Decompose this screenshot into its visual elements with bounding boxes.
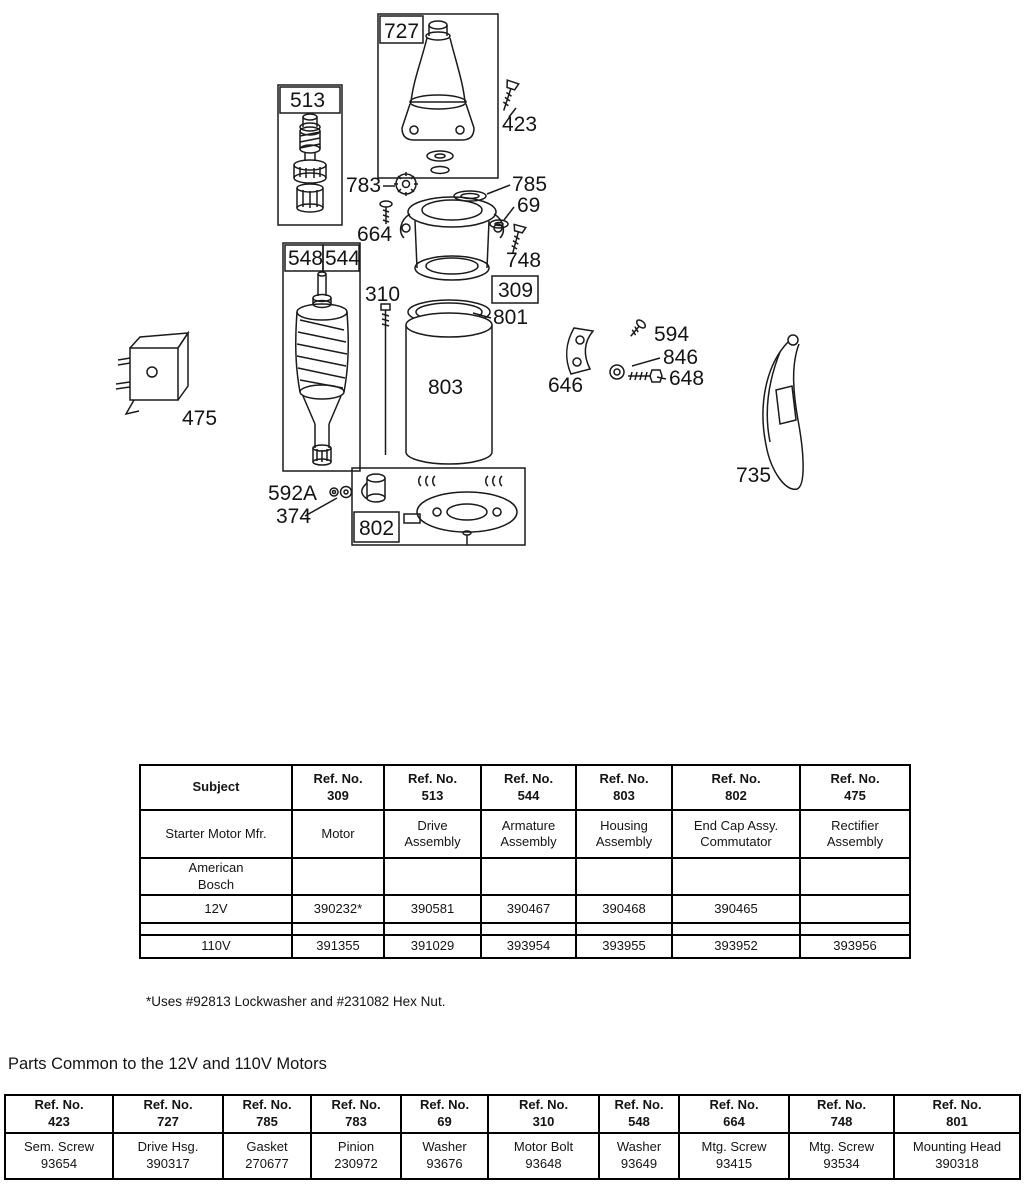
table-cell: Housing Assembly: [576, 810, 672, 858]
table-cell: [292, 858, 384, 895]
col-header-309: Ref. No. 309: [292, 765, 384, 810]
row-label: 12V: [140, 895, 292, 923]
table-cell: Motor: [292, 810, 384, 858]
col-header-801: Ref. No. 801: [894, 1095, 1020, 1133]
diagram-labels: [182, 20, 771, 540]
part-label-748: 748: [506, 249, 542, 272]
leader-785: [487, 185, 510, 194]
screw-664: [380, 201, 392, 224]
col-header-475: Ref. No. 475: [800, 765, 910, 810]
table-cell: [384, 858, 481, 895]
part-label-646: 646: [548, 374, 584, 397]
table-cell: 393954: [481, 935, 576, 958]
rectifier-assembly-475: [116, 333, 188, 414]
col-header-subject: Subject: [140, 765, 292, 810]
diagram-linework: [116, 14, 803, 545]
part-label-735: 735: [736, 464, 772, 487]
armature-group: [283, 243, 360, 471]
leader-69: [504, 207, 514, 220]
table-cell: 391029: [384, 935, 481, 958]
col-header-544: Ref. No. 544: [481, 765, 576, 810]
table-cell: 391355: [292, 935, 384, 958]
table-cell: Drive Hsg. 390317: [113, 1133, 223, 1179]
table-cell: [672, 858, 800, 895]
table-cell: [384, 923, 481, 935]
table-cell: [481, 923, 576, 935]
footnote: *Uses #92813 Lockwasher and #231082 Hex Nut.: [146, 994, 446, 1009]
table-cell: 390465: [672, 895, 800, 923]
part-label-846: 846: [663, 346, 699, 369]
part-label-69: 69: [517, 194, 541, 217]
table-cell: [481, 858, 576, 895]
section-title: Parts Common to the 12V and 110V Motors: [8, 1055, 327, 1073]
part-label-475: 475: [182, 407, 218, 430]
table-cell: Mounting Head 390318: [894, 1133, 1020, 1179]
table-cell: Pinion 230972: [311, 1133, 401, 1179]
table-cell: Drive Assembly: [384, 810, 481, 858]
table-row: [140, 810, 910, 858]
bracket-646: [567, 328, 593, 374]
part-label-803: 803: [428, 376, 464, 399]
table-cell: Armature Assembly: [481, 810, 576, 858]
part-label-374: 374: [276, 505, 312, 528]
starter-motor-table: [139, 764, 911, 959]
table-cell: 393952: [672, 935, 800, 958]
col-header-727: Ref. No. 727: [113, 1095, 223, 1133]
part-label-423: 423: [502, 113, 538, 136]
col-header-803: Ref. No. 803: [576, 765, 672, 810]
part-label-513: 513: [290, 89, 326, 112]
table-header-row: [5, 1095, 1020, 1133]
col-header-69: Ref. No. 69: [401, 1095, 488, 1133]
table-cell: 390581: [384, 895, 481, 923]
table-cell: 393956: [800, 935, 910, 958]
table-cell: [800, 923, 910, 935]
part-label-785: 785: [512, 173, 548, 196]
col-header-785: Ref. No. 785: [223, 1095, 311, 1133]
part-label-309: 309: [498, 279, 534, 302]
leader-648: [657, 377, 666, 379]
table-cell: [576, 923, 672, 935]
row-label: American Bosch: [140, 858, 292, 895]
table-cell: Mtg. Screw 93534: [789, 1133, 894, 1179]
col-header-310: Ref. No. 310: [488, 1095, 599, 1133]
table-cell: Gasket 270677: [223, 1133, 311, 1179]
part-label-548: 548: [288, 247, 324, 270]
row-label: Starter Motor Mfr.: [140, 810, 292, 858]
row-label: 110V: [140, 935, 292, 958]
screw-594: [627, 318, 647, 339]
table-cell: 390232*: [292, 895, 384, 923]
table-row: [140, 858, 910, 895]
table-cell: Washer 93649: [599, 1133, 679, 1179]
part-label-783: 783: [346, 174, 382, 197]
pinion-gear-783: [394, 172, 418, 196]
table-cell: [576, 858, 672, 895]
table-row: [140, 895, 910, 923]
table-cell: 390467: [481, 895, 576, 923]
col-header-423: Ref. No. 423: [5, 1095, 113, 1133]
table-cell: [800, 858, 910, 895]
table-cell: Mtg. Screw 93415: [679, 1133, 789, 1179]
table-cell: Washer 93676: [401, 1133, 488, 1179]
col-header-513: Ref. No. 513: [384, 765, 481, 810]
mounting-head-casting: [401, 197, 504, 280]
part-label-310: 310: [365, 283, 401, 306]
table-cell: [800, 895, 910, 923]
part-label-727: 727: [384, 20, 420, 43]
part-label-648: 648: [669, 367, 705, 390]
table-cell: [672, 923, 800, 935]
common-parts-table: [4, 1094, 1021, 1180]
col-header-548: Ref. No. 548: [599, 1095, 679, 1133]
col-header-783: Ref. No. 783: [311, 1095, 401, 1133]
col-header-748: Ref. No. 748: [789, 1095, 894, 1133]
part-label-544: 544: [325, 247, 361, 270]
washer-846: [610, 365, 624, 379]
table-cell: Rectifier Assembly: [800, 810, 910, 858]
table-cell: 393955: [576, 935, 672, 958]
motor-bolt-310: [381, 304, 390, 455]
part-label-594: 594: [654, 323, 690, 346]
table-header-row: [140, 765, 910, 810]
part-label-802: 802: [359, 517, 395, 540]
screw-648: [628, 370, 662, 382]
table-cell: [292, 923, 384, 935]
part-label-664: 664: [357, 223, 393, 246]
part-label-592a: 592A: [268, 482, 318, 505]
table-row: [5, 1133, 1020, 1179]
leader-846: [632, 358, 660, 366]
row-label: [140, 923, 292, 935]
col-header-664: Ref. No. 664: [679, 1095, 789, 1133]
table-cell: End Cap Assy. Commutator: [672, 810, 800, 858]
table-row: [140, 935, 910, 958]
table-row: [140, 923, 910, 935]
part-label-801: 801: [493, 306, 529, 329]
col-header-802: Ref. No. 802: [672, 765, 800, 810]
table-cell: Motor Bolt 93648: [488, 1133, 599, 1179]
small-hardware-592a-374: [330, 487, 352, 498]
table-cell: 390468: [576, 895, 672, 923]
screw-423: [498, 80, 519, 112]
table-cell: Sem. Screw 93654: [5, 1133, 113, 1179]
